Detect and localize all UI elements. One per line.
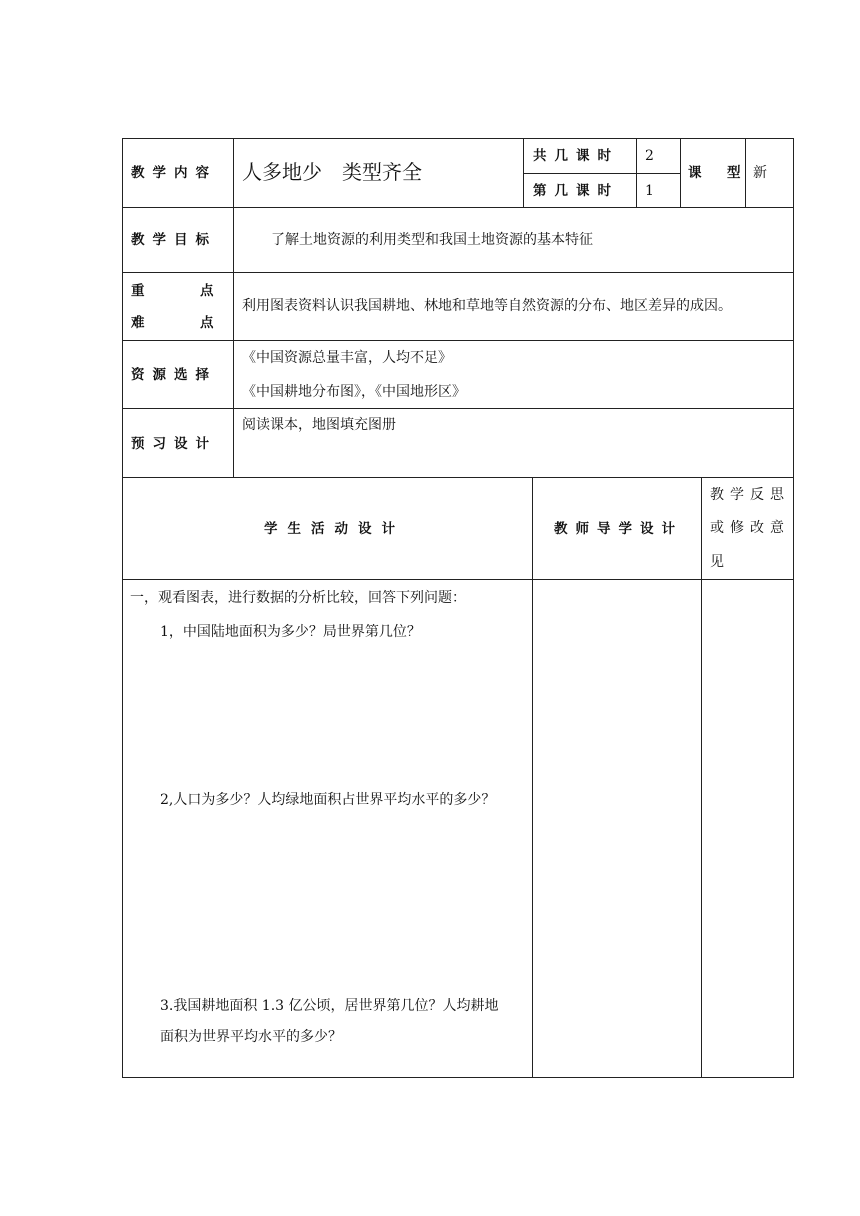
key-label-top-right: 点 xyxy=(200,283,214,299)
table-border xyxy=(122,272,794,273)
table-border xyxy=(122,207,794,208)
table-border xyxy=(122,138,123,477)
activity-question-1: 1，中国陆地面积为多少？局世界第几位？ xyxy=(160,624,421,640)
table-border xyxy=(636,138,637,207)
content-label: 教学内容 xyxy=(131,165,217,181)
reflection-header-line: 或修改意 xyxy=(710,520,790,536)
table-border xyxy=(122,477,794,478)
goal-label: 教学目标 xyxy=(131,232,217,248)
resources-label: 资源选择 xyxy=(131,367,217,383)
resource-item: 《中国耕地分布图》，《中国地形区》 xyxy=(242,384,466,400)
teacher-guide-header: 教师导学设计 xyxy=(554,521,683,537)
key-points-text: 利用图表资料认识我国耕地、林地和草地等自然资源的分布、地区差异的成因。 xyxy=(242,298,732,314)
activity-question-2: 2,人口为多少？人均绿地面积占世界平均水平的多少？ xyxy=(160,792,496,808)
table-border xyxy=(793,477,794,1077)
lesson-type-label: 课 型 xyxy=(688,165,747,181)
table-border xyxy=(122,340,794,341)
goal-text: 了解土地资源的利用类型和我国土地资源的基本特征 xyxy=(271,232,593,248)
table-border xyxy=(523,173,680,174)
table-border xyxy=(523,138,524,207)
key-label-bottom-left: 难 xyxy=(131,315,145,331)
current-hour-value: 1 xyxy=(645,183,654,199)
current-hour-label: 第几课时 xyxy=(533,183,619,199)
content-title: 人多地少 类型齐全 xyxy=(242,160,422,184)
student-activity-header: 学生活动设计 xyxy=(264,521,405,537)
table-border xyxy=(701,477,702,1077)
activity-intro: 一，观看图表，进行数据的分析比较，回答下列问题： xyxy=(130,590,466,606)
preview-label: 预习设计 xyxy=(131,436,217,452)
table-border xyxy=(532,477,533,1077)
table-border xyxy=(233,138,234,477)
key-label-bottom-right: 点 xyxy=(200,315,214,331)
lesson-type-value: 新 xyxy=(753,165,767,181)
total-hours-value: 2 xyxy=(645,148,654,164)
table-border xyxy=(122,1077,794,1078)
total-hours-label: 共几课时 xyxy=(533,148,619,164)
table-border xyxy=(122,408,794,409)
activity-question-3-cont: 面积为世界平均水平的多少？ xyxy=(160,1029,342,1045)
table-border xyxy=(122,138,794,139)
table-border xyxy=(680,138,681,207)
activity-question-3: 3.我国耕地面积 1.3 亿公顷，居世界第几位？人均耕地 xyxy=(160,998,499,1014)
table-border xyxy=(122,477,123,1077)
reflection-header-line: 教学反思 xyxy=(710,487,790,503)
table-border xyxy=(122,579,794,580)
resource-item: 《中国资源总量丰富，人均不足》 xyxy=(242,350,452,366)
table-border xyxy=(793,138,794,477)
reflection-header-line: 见 xyxy=(710,554,724,570)
preview-text: 阅读课本，地图填充图册 xyxy=(242,417,396,433)
key-label-top-left: 重 xyxy=(131,283,145,299)
